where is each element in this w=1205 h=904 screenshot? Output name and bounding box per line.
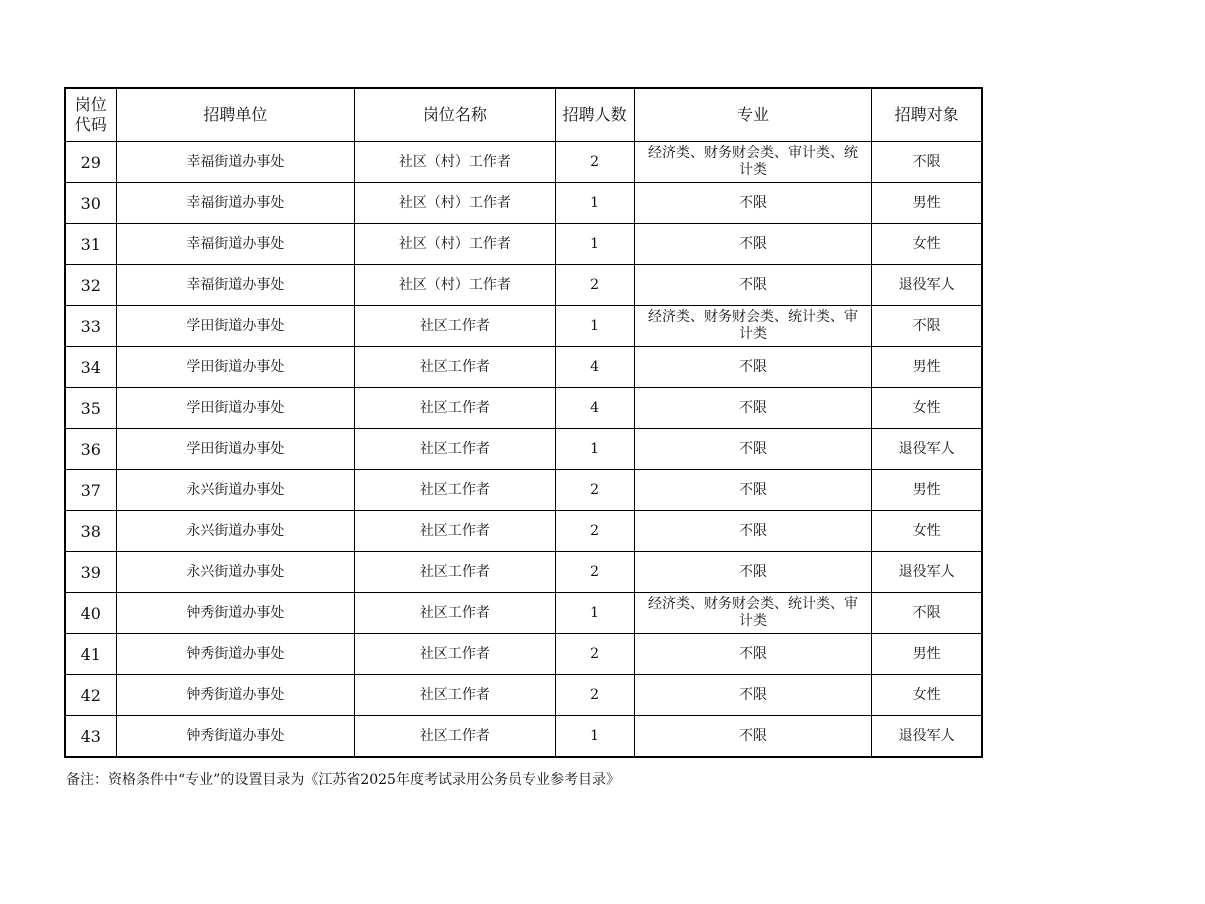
- cell-unit: 学田街道办事处: [116, 347, 355, 388]
- table-row: [65, 634, 982, 675]
- cell-major: [634, 142, 872, 183]
- cell-target: 男性: [872, 183, 982, 224]
- cell-major: 不限: [634, 470, 872, 511]
- cell-target: 退役军人: [872, 265, 982, 306]
- table-row: [65, 675, 982, 716]
- cell-code: 42: [65, 675, 116, 716]
- header-unit: 招聘单位: [116, 88, 355, 142]
- header-code-label: 岗位代码: [74, 95, 107, 134]
- cell-count: 2: [555, 265, 634, 306]
- cell-unit: 钟秀街道办事处: [116, 716, 355, 758]
- table-row: [65, 552, 982, 593]
- cell-unit: 学田街道办事处: [116, 388, 355, 429]
- cell-target: 女性: [872, 388, 982, 429]
- cell-unit: 幸福街道办事处: [116, 142, 355, 183]
- cell-count: 4: [555, 388, 634, 429]
- cell-major-text: 经济类、财务财会类、统计类、审计类: [647, 309, 858, 342]
- cell-major: 不限: [634, 183, 872, 224]
- cell-major: 不限: [634, 552, 872, 593]
- table-row: [65, 511, 982, 552]
- cell-count: 2: [555, 634, 634, 675]
- cell-target: 女性: [872, 675, 982, 716]
- header-count: 招聘人数: [555, 88, 634, 142]
- cell-code: 33: [65, 306, 116, 347]
- cell-count: 1: [555, 306, 634, 347]
- cell-count: 2: [555, 675, 634, 716]
- table-row: [65, 470, 982, 511]
- cell-unit: 永兴街道办事处: [116, 511, 355, 552]
- cell-unit: 幸福街道办事处: [116, 183, 355, 224]
- table-row: [65, 388, 982, 429]
- cell-target: 退役军人: [872, 552, 982, 593]
- cell-target: 男性: [872, 347, 982, 388]
- cell-unit: 永兴街道办事处: [116, 552, 355, 593]
- header-post: 岗位名称: [355, 88, 555, 142]
- table-row: [65, 347, 982, 388]
- cell-post: 社区工作者: [355, 388, 555, 429]
- table-row: [65, 716, 982, 758]
- cell-post: 社区（村）工作者: [355, 183, 555, 224]
- footnote: 备注：资格条件中“专业”的设置目录为《江苏省2025年度考试录用公务员专业参考目录》: [66, 772, 620, 788]
- cell-code: 37: [65, 470, 116, 511]
- header-target: 招聘对象: [872, 88, 982, 142]
- cell-count: 2: [555, 511, 634, 552]
- cell-unit: 钟秀街道办事处: [116, 675, 355, 716]
- cell-code: 40: [65, 593, 116, 634]
- cell-count: 1: [555, 429, 634, 470]
- cell-code: 30: [65, 183, 116, 224]
- cell-target: 男性: [872, 470, 982, 511]
- cell-code: 38: [65, 511, 116, 552]
- cell-code: 35: [65, 388, 116, 429]
- cell-unit: 钟秀街道办事处: [116, 593, 355, 634]
- cell-target: 男性: [872, 634, 982, 675]
- cell-major: 不限: [634, 388, 872, 429]
- header-major: 专业: [634, 88, 872, 142]
- table-row: [65, 429, 982, 470]
- cell-post: 社区工作者: [355, 347, 555, 388]
- cell-count: 4: [555, 347, 634, 388]
- table-row: [65, 265, 982, 306]
- cell-post: 社区工作者: [355, 593, 555, 634]
- cell-post: 社区（村）工作者: [355, 265, 555, 306]
- cell-post: 社区工作者: [355, 675, 555, 716]
- cell-unit: 永兴街道办事处: [116, 470, 355, 511]
- cell-major: [634, 306, 872, 347]
- cell-post: 社区工作者: [355, 716, 555, 758]
- cell-count: 1: [555, 224, 634, 265]
- cell-target: 退役军人: [872, 716, 982, 758]
- cell-count: 1: [555, 593, 634, 634]
- cell-count: 1: [555, 716, 634, 758]
- cell-post: 社区工作者: [355, 306, 555, 347]
- cell-unit: 幸福街道办事处: [116, 265, 355, 306]
- cell-major: 不限: [634, 224, 872, 265]
- table-row: [65, 142, 982, 183]
- cell-code: 34: [65, 347, 116, 388]
- cell-post: 社区工作者: [355, 634, 555, 675]
- cell-target: 女性: [872, 511, 982, 552]
- cell-code: 39: [65, 552, 116, 593]
- cell-code: 29: [65, 142, 116, 183]
- cell-count: 2: [555, 470, 634, 511]
- cell-target: 不限: [872, 142, 982, 183]
- cell-target: 不限: [872, 593, 982, 634]
- cell-count: 1: [555, 183, 634, 224]
- cell-major-text: 经济类、财务财会类、审计类、统计类: [647, 145, 858, 178]
- cell-unit: 学田街道办事处: [116, 306, 355, 347]
- cell-major: 不限: [634, 347, 872, 388]
- header-code: [65, 88, 116, 142]
- cell-target: 女性: [872, 224, 982, 265]
- cell-major: 不限: [634, 429, 872, 470]
- cell-target: 退役军人: [872, 429, 982, 470]
- cell-major: 不限: [634, 511, 872, 552]
- cell-major: 不限: [634, 716, 872, 758]
- cell-unit: 幸福街道办事处: [116, 224, 355, 265]
- cell-target: 不限: [872, 306, 982, 347]
- cell-post: 社区工作者: [355, 429, 555, 470]
- table-header-row: [65, 88, 982, 142]
- cell-major: 不限: [634, 265, 872, 306]
- cell-post: 社区工作者: [355, 470, 555, 511]
- cell-post: 社区（村）工作者: [355, 142, 555, 183]
- cell-count: 2: [555, 552, 634, 593]
- table-body: [65, 142, 982, 758]
- cell-code: 43: [65, 716, 116, 758]
- cell-unit: 学田街道办事处: [116, 429, 355, 470]
- table-row: [65, 183, 982, 224]
- table-row: [65, 306, 982, 347]
- cell-post: 社区工作者: [355, 511, 555, 552]
- recruitment-table: [64, 87, 983, 758]
- cell-code: 32: [65, 265, 116, 306]
- cell-count: 2: [555, 142, 634, 183]
- cell-major: [634, 593, 872, 634]
- cell-code: 41: [65, 634, 116, 675]
- cell-unit: 钟秀街道办事处: [116, 634, 355, 675]
- cell-major: 不限: [634, 634, 872, 675]
- cell-major: 不限: [634, 675, 872, 716]
- table-row: [65, 224, 982, 265]
- cell-code: 31: [65, 224, 116, 265]
- cell-major-text: 经济类、财务财会类、统计类、审计类: [647, 596, 858, 629]
- cell-post: 社区（村）工作者: [355, 224, 555, 265]
- table-row: [65, 593, 982, 634]
- cell-post: 社区工作者: [355, 552, 555, 593]
- cell-code: 36: [65, 429, 116, 470]
